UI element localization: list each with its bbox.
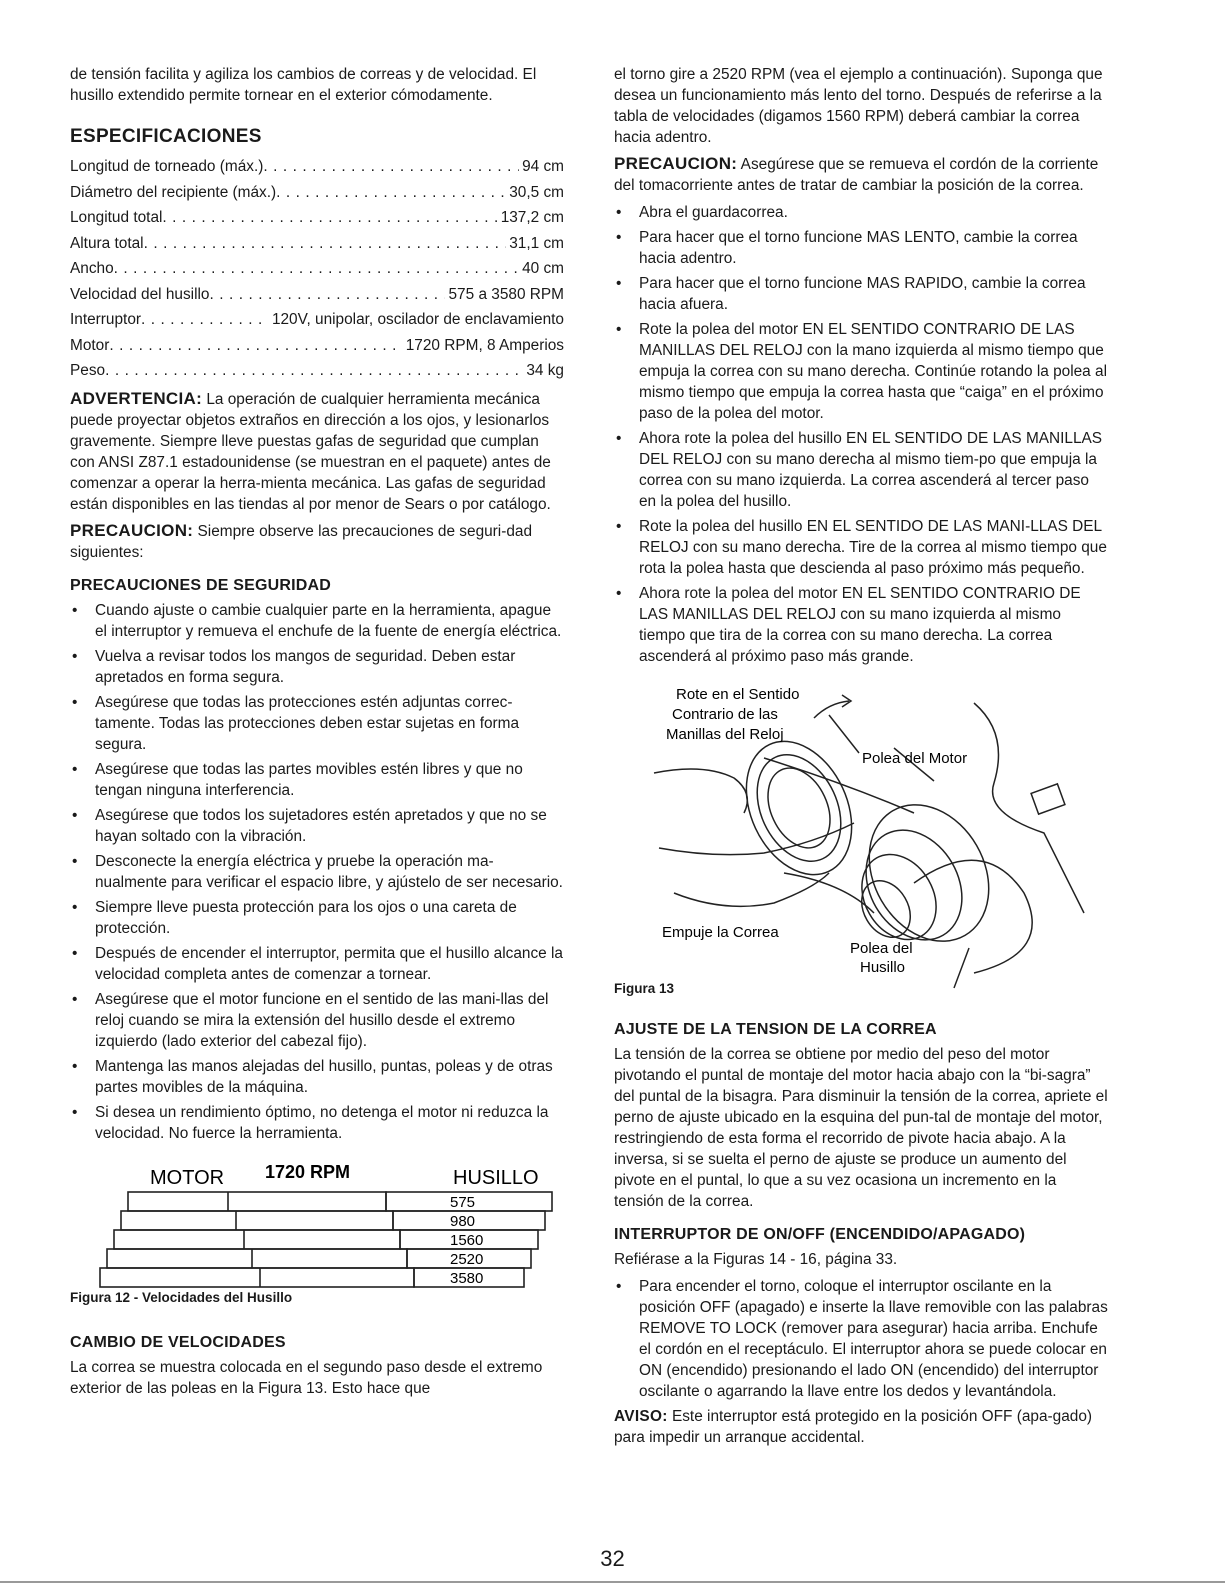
spec-row bbox=[70, 256, 564, 282]
safety-item: • Vuelva a revisar todos los mangos de seguridad. Deben estar apretados en forma segura. bbox=[70, 646, 564, 688]
speed-labels bbox=[450, 1194, 483, 1287]
speed-change-heading: CAMBIO DE VELOCIDADES bbox=[70, 1333, 286, 1351]
rotate-label-2: Contrario de las bbox=[672, 706, 778, 723]
right-caution-paragraph bbox=[614, 153, 1109, 196]
safety-item: • Después de encender el interruptor, permita que el husillo alcance la velocidad completa antes de comenzar a tornear. bbox=[70, 943, 564, 985]
figure-12 bbox=[70, 1152, 564, 1322]
specs-list bbox=[70, 154, 564, 384]
rpm-label: 1720 RPM bbox=[265, 1161, 351, 1182]
push-belt-label: Empuje la Correa bbox=[662, 924, 779, 941]
safety-item: • Si desea un rendimiento óptimo, no detenga el motor ni reduzca la velocidad. No fuerce la herramienta. bbox=[70, 1102, 564, 1144]
spec-value: 120V, unipolar, oscilador de enclavamiento bbox=[271, 311, 564, 328]
warning-label: ADVERTENCIA: bbox=[70, 388, 203, 408]
spec-label: Motor bbox=[70, 336, 110, 354]
switch-heading: INTERRUPTOR DE ON/OFF (ENCENDIDO/APAGADO) bbox=[614, 1226, 1026, 1243]
safety-heading: PRECAUCIONES DE SEGURIDAD bbox=[70, 576, 332, 594]
spec-label: Velocidad del husillo bbox=[70, 285, 210, 303]
figure-12-caption: Figura 12 - Velocidades del Husillo bbox=[70, 1289, 293, 1305]
safety-item: • Asegúrese que todas las protecciones estén adjuntas correc-tamente. Todas las protecciones deben estar sujetas en forma segura. bbox=[70, 692, 564, 755]
left-column bbox=[70, 64, 564, 1399]
motor-pulley-step bbox=[107, 1249, 407, 1268]
spec-row bbox=[70, 231, 564, 257]
spec-leader bbox=[276, 180, 506, 206]
spec-leader bbox=[162, 205, 497, 231]
spec-row bbox=[70, 333, 564, 359]
motor-pulley-step bbox=[121, 1211, 393, 1230]
rotate-pointer bbox=[829, 715, 859, 753]
spec-row bbox=[70, 205, 564, 231]
belt-step-item: • Para hacer que el torno funcione MAS RAPIDO, cambie la correa hacia afuera. bbox=[614, 273, 1109, 315]
spec-leader bbox=[109, 333, 402, 359]
switch-steps bbox=[614, 1276, 1109, 1402]
safety-list bbox=[70, 600, 564, 1144]
motor-pulley-step bbox=[128, 1192, 386, 1211]
spindle-speed-label: 2520 bbox=[450, 1250, 484, 1268]
spindle-speed-label: 1560 bbox=[450, 1231, 484, 1249]
spec-value: 137,2 cm bbox=[500, 209, 564, 226]
spec-value: 94 cm bbox=[522, 158, 564, 175]
caution-paragraph bbox=[70, 520, 564, 563]
spec-row bbox=[70, 180, 564, 206]
spec-value: 40 cm bbox=[522, 260, 564, 277]
spec-label: Peso bbox=[70, 362, 106, 379]
right-caution-label: PRECAUCION: bbox=[614, 154, 738, 173]
figure-13-caption: Figura 13 bbox=[614, 981, 675, 996]
spec-value: 31,1 cm bbox=[509, 234, 564, 252]
motor-pulley-inner bbox=[756, 758, 842, 858]
spindle-speed-label: 575 bbox=[450, 1193, 476, 1211]
spec-leader bbox=[209, 282, 445, 308]
spindle-speed-label: 980 bbox=[450, 1212, 476, 1230]
belt-illustration bbox=[614, 673, 1109, 1013]
spec-value: 575 a 3580 RPM bbox=[448, 285, 564, 303]
notice-text: Este interruptor está protegido en la posición OFF (apa-gado) para impedir un arranque accidental. bbox=[614, 1408, 1093, 1446]
motor-label: MOTOR bbox=[150, 1166, 225, 1189]
spindle-housing bbox=[914, 860, 1032, 973]
safety-item: • Asegúrese que todos los sujetadores estén apretados y que no se hayan soltado con la vibración. bbox=[70, 805, 564, 847]
caution-text: Siempre observe las precauciones de seguri-dad siguientes: bbox=[70, 522, 533, 561]
tension-heading: AJUSTE DE LA TENSION DE LA CORREA bbox=[614, 1021, 937, 1038]
motor-pulley-mid bbox=[741, 741, 857, 875]
safety-item: • Desconecte la energía eléctrica y pruebe la operación ma-nualmente para verificar el espacio libre, y ajústelo de ser necesario. bbox=[70, 851, 564, 893]
belt-step-item: • Ahora rote la polea del motor EN EL SENTIDO CONTRARIO DE LAS MANILLAS DEL RELOJ con su mano izquierda al mismo tiempo que tira de la correa con su mano derecha. La correa ascenderá al próximo paso más grande. bbox=[614, 583, 1109, 667]
spindle-pulley-pointer bbox=[954, 948, 969, 988]
right-column bbox=[614, 64, 1109, 1448]
rotation-arrow bbox=[814, 701, 849, 718]
belt-step-item: • Para hacer que el torno funcione MAS LENTO, cambie la correa hacia adentro. bbox=[614, 227, 1109, 269]
motor-pulley-outer bbox=[726, 724, 872, 891]
figure-13 bbox=[614, 673, 1109, 1013]
motor-pulley-step bbox=[100, 1268, 414, 1287]
belt-step-item: • Abra el guardacorrea. bbox=[614, 202, 1109, 223]
spec-leader bbox=[263, 154, 519, 180]
belt-change-steps bbox=[614, 202, 1109, 667]
safety-item: • Mantenga las manos alejadas del husillo, puntas, poleas y de otras partes movibles de la máquina. bbox=[70, 1056, 564, 1098]
spec-row bbox=[70, 154, 564, 180]
spindle-pulley-label-1: Polea del bbox=[850, 940, 913, 957]
spec-leader bbox=[141, 307, 269, 333]
warning-paragraph bbox=[70, 388, 564, 515]
tension-text: La tensión de la correa se obtiene por medio del peso del motor pivotando el puntal de montaje del motor hacia abajo con la “bi-sagra” del puntal de la bisagra. Para disminuir la tensión de la correa, apriete el perno de ajuste ubicado en la esquina del pun-tal de montaje del motor, restringiendo de esta forma el recorrido de pivote hacia abajo. A la inversa, si se suelta el perno de ajuste se produce un aumento del pivote en el puntal, lo que a su vez ocasiona un incremento en la tensión de la correa. bbox=[614, 1046, 1108, 1210]
page-number: 32 bbox=[600, 1546, 625, 1571]
spec-label: Altura total bbox=[70, 234, 144, 252]
belt-step-item: • Rote la polea del husillo EN EL SENTIDO DE LAS MANI-LLAS DEL RELOJ con su mano derecha. Tire de la correa al mismo tiempo que rota la polea hasta que descienda al paso próximo más pequeño. bbox=[614, 516, 1109, 579]
notice-paragraph bbox=[614, 1406, 1109, 1448]
spec-row bbox=[70, 307, 564, 333]
spec-label: Longitud total bbox=[70, 209, 163, 226]
right-caution-text: Asegúrese que se remueva el cordón de la corriente del tomacorriente antes de tratar de cambiar la posición de la correa. bbox=[614, 156, 1099, 194]
spec-leader bbox=[114, 256, 519, 282]
spec-label: Diámetro del recipiente (máx.) bbox=[70, 183, 277, 201]
caution-label: PRECAUCION: bbox=[70, 520, 194, 540]
belt-step-item: • Rote la polea del motor EN EL SENTIDO CONTRARIO DE LAS MANILLAS DEL RELOJ con la mano izquierda al mismo tiempo que empuja la correa con su mano derecha. Continúe rotando la polea al mismo tiempo que empuja la correa hasta que “caiga” en el próximo paso de la polea del motor. bbox=[614, 319, 1109, 424]
switch-reference: Refiérase a la Figuras 14 - 16, página 33. bbox=[614, 1251, 898, 1268]
spec-value: 1720 RPM, 8 Amperios bbox=[405, 336, 564, 354]
spec-label: Ancho bbox=[70, 260, 114, 277]
spec-value: 34 kg bbox=[526, 362, 564, 379]
left-hand bbox=[654, 769, 747, 813]
rotate-label-3: Manillas del Reloj bbox=[666, 726, 784, 743]
specs-heading: ESPECIFICACIONES bbox=[70, 126, 262, 147]
spec-label: Interruptor bbox=[70, 311, 142, 328]
spec-leader bbox=[144, 231, 507, 257]
rotate-label-1: Rote en el Sentido bbox=[676, 686, 800, 703]
spindle-label: HUSILLO bbox=[453, 1166, 539, 1189]
speed-change-text: La correa se muestra colocada en el segundo paso desde el extremo exterior de las poleas en la Figura 13. Esto hace que bbox=[70, 1358, 543, 1397]
continuation-paragraph: el torno gire a 2520 RPM (vea el ejemplo a continuación). Suponga que desea un funcionamiento más lento del torno. Después de referirse a la tabla de velocidades (digamos 1560 RPM) deberá cambiar la correa hacia adentro. bbox=[614, 66, 1103, 146]
safety-item: • Cuando ajuste o cambie cualquier parte en la herramienta, apague el interruptor y remueva el enchufe de la fuente de energía eléctrica. bbox=[70, 600, 564, 642]
bottom-rule bbox=[0, 1581, 1225, 1583]
spec-leader bbox=[105, 358, 523, 384]
safety-item: • Siempre lleve puesta protección para los ojos o una careta de protección. bbox=[70, 897, 564, 939]
spec-row bbox=[70, 282, 564, 308]
housing-outline bbox=[974, 703, 1084, 913]
safety-item: • Asegúrese que el motor funcione en el sentido de las mani-llas del reloj cuando se mira la extensión del husillo desde el extremo izquierdo (lado exterior del cabezal fijo). bbox=[70, 989, 564, 1052]
spindle-pulley-step2 bbox=[847, 813, 981, 957]
safety-item: • Asegúrese que todas las partes movibles estén libres y que no tengan ninguna interferencia. bbox=[70, 759, 564, 801]
switch-step-item: • Para encender el torno, coloque el interruptor oscilante en la posición OFF (apagado) e inserte la llave removible con las palabras REMOVE TO LOCK (remover para asegurar) hacia arriba. Enchufe el cordón en el receptáculo. El interruptor ahora se puede colocar en ON (encendido) presionando el lado ON (encendido) del interruptor oscilante o agarrando la llave entre los dedos y levantándola. bbox=[614, 1276, 1109, 1402]
spindle-shaft bbox=[1031, 784, 1065, 814]
spec-row bbox=[70, 358, 564, 384]
intro-paragraph: de tensión facilita y agiliza los cambios de correas y de velocidad. El husillo extendido permite tornear en el exterior cómodamente. bbox=[70, 66, 537, 104]
motor-pulley-label: Polea del Motor bbox=[862, 750, 968, 767]
spec-value: 30,5 cm bbox=[509, 183, 564, 201]
pulley-steps bbox=[100, 1192, 552, 1287]
spindle-pulley-label-2: Husillo bbox=[860, 959, 906, 976]
spindle-speed-label: 3580 bbox=[450, 1269, 484, 1287]
notice-label: AVISO: bbox=[614, 1408, 668, 1425]
warning-text: La operación de cualquier herramienta mecánica puede proyectar objetos extraños en dirección a los ojos, y lesionarlos gravemente. Siempre lleve puestas gafas de seguridad que cumplan con ANSI Z87.1 estadounidense (se muestran en el paquete) antes de comenzar a operar la herra-mienta mecánica. Las gafas de seguridad están disponibles en las tiendas al por menor de Sears o por catálogo. bbox=[70, 390, 551, 513]
motor-pulley-step bbox=[114, 1230, 400, 1249]
belt-step-item: • Ahora rote la polea del husillo EN EL SENTIDO DE LAS MANILLAS DEL RELOJ con su mano derecha al mismo tiem-po que empuja la correa con su mano izquierda. La correa ascenderá al tercer paso en la polea del husillo. bbox=[614, 428, 1109, 512]
spec-label: Longitud de torneado (máx.) bbox=[70, 158, 264, 175]
